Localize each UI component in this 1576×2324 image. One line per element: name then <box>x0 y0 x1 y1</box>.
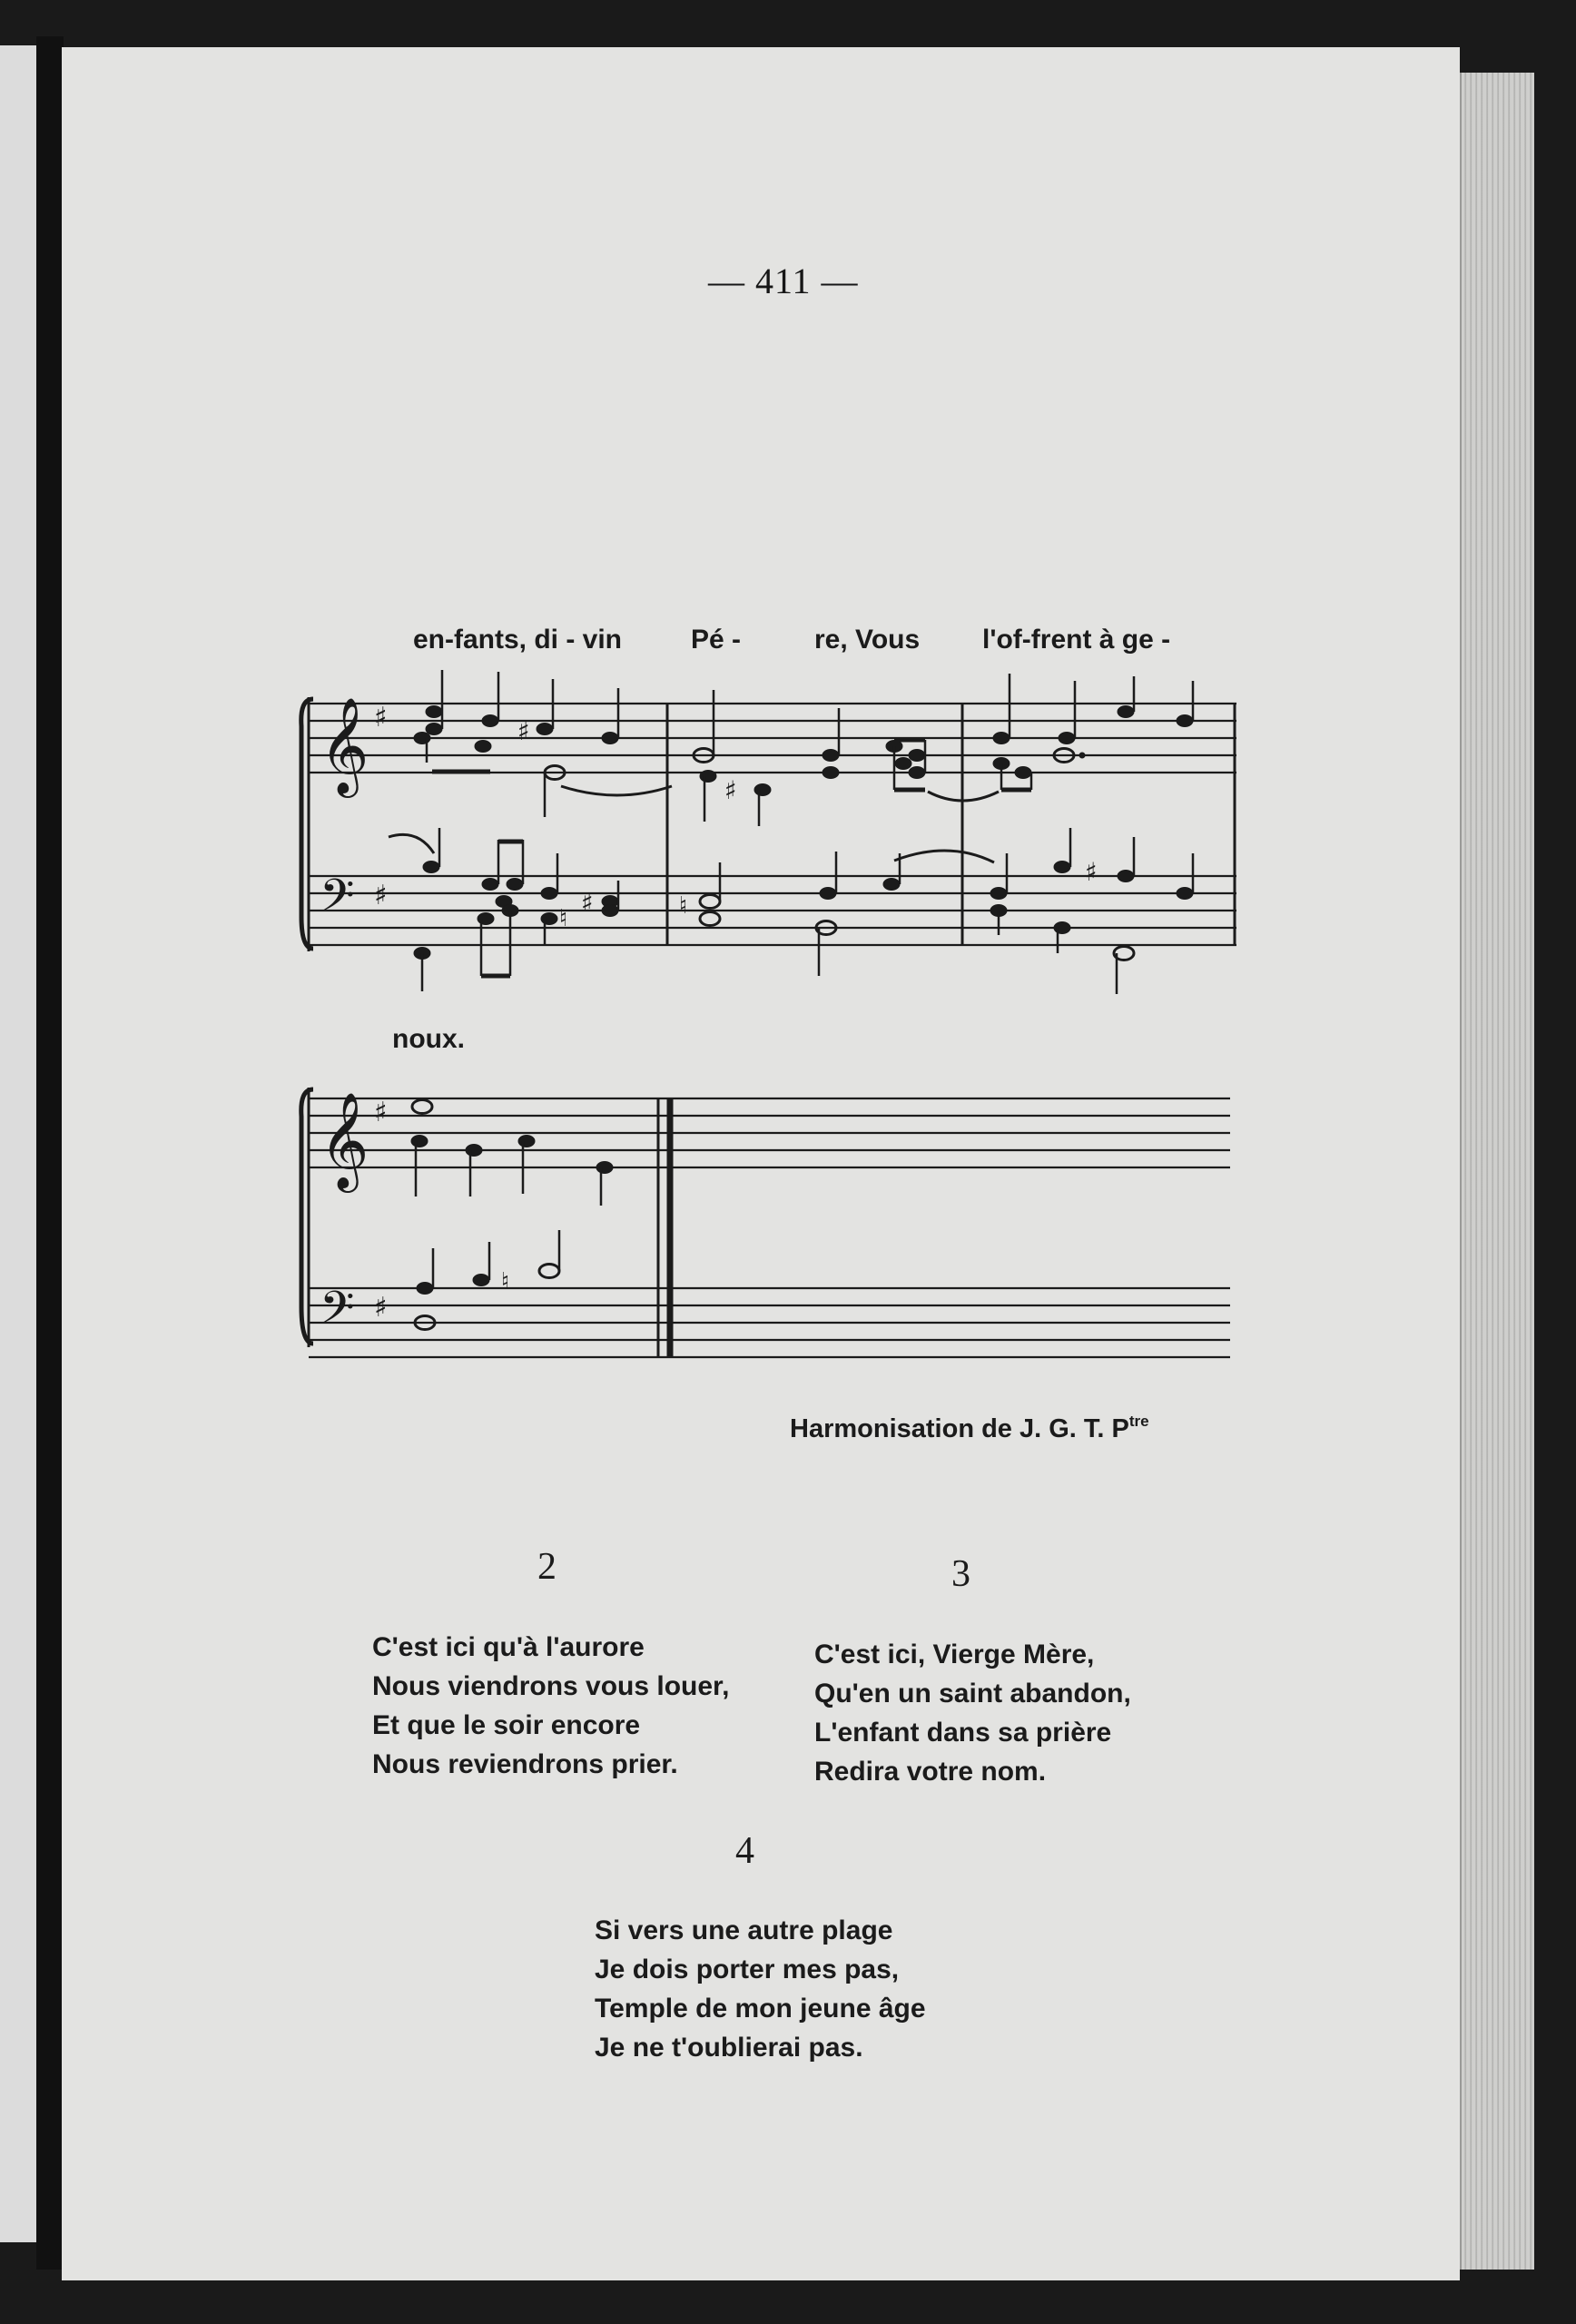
verse-line: Je ne t'oublierai pas. <box>595 2033 863 2063</box>
stanza-3-verse <box>814 1635 1131 1791</box>
harmonisation-credit <box>790 1413 1149 1444</box>
natural-icon: ♮ <box>679 892 688 920</box>
credit-superscript: tre <box>1128 1413 1149 1430</box>
verse-line: Nous reviendrons prier. <box>372 1749 678 1779</box>
lyrics-system-2: noux. <box>392 1024 465 1054</box>
stanza-2-verse <box>372 1628 729 1784</box>
verse-line: C'est ici qu'à l'aurore <box>372 1632 645 1662</box>
treble-clef-icon: 𝄞 <box>320 696 369 793</box>
lyric-syllable: re, Vous <box>814 625 921 655</box>
verse-line: Je dois porter mes pas, <box>595 1955 900 1984</box>
natural-icon: ♮ <box>501 1268 510 1295</box>
sharp-icon: ♯ <box>374 1097 388 1128</box>
sharp-icon: ♯ <box>517 716 530 746</box>
natural-icon: ♮ <box>559 905 568 932</box>
verse-line: C'est ici, Vierge Mère, <box>814 1640 1095 1669</box>
treble-notes-m2 <box>694 690 999 826</box>
page-number: — 411 — <box>708 261 859 301</box>
verse-line: Redira votre nom. <box>814 1757 1047 1787</box>
sharp-icon: ♯ <box>724 775 737 805</box>
treble-staff <box>309 1098 1230 1167</box>
stanza-number: 3 <box>951 1553 970 1595</box>
verse-line: Et que le soir encore <box>372 1710 641 1740</box>
credit-text: Harmonisation de J. G. T. P <box>790 1414 1129 1443</box>
verse-line: Nous viendrons vous louer, <box>372 1671 730 1701</box>
bass-notes-final <box>415 1230 559 1330</box>
bass-staff <box>309 876 1236 945</box>
lyric-syllable: l'of-frent à ge - <box>982 625 1171 655</box>
stanza-number: 4 <box>735 1830 754 1872</box>
treble-clef-icon: 𝄞 <box>320 1091 369 1188</box>
sharp-icon: ♯ <box>374 1292 388 1324</box>
stanza-4-verse <box>595 1911 926 2067</box>
verse-line: L'enfant dans sa prière <box>814 1718 1112 1748</box>
treble-staff <box>309 704 1236 773</box>
sharp-icon: ♯ <box>374 880 388 911</box>
bass-staff <box>309 1288 1230 1357</box>
score-system-1 <box>301 670 1236 994</box>
sharp-icon: ♯ <box>581 888 594 918</box>
verse-line: Temple de mon jeune âge <box>595 1994 926 2024</box>
sharp-icon: ♯ <box>1085 857 1098 887</box>
treble-notes-m1 <box>414 670 672 817</box>
verse-line: Qu'en un saint abandon, <box>814 1679 1131 1709</box>
bass-clef-icon: 𝄢 <box>320 870 355 933</box>
stanza-number: 2 <box>537 1546 557 1588</box>
bass-clef-icon: 𝄢 <box>320 1282 355 1345</box>
sharp-icon: ♯ <box>374 702 388 734</box>
bass-notes-m2 <box>679 851 994 976</box>
score-system-2 <box>301 1088 1230 1357</box>
lyric-syllable: en-fants, di - vin <box>413 625 623 655</box>
lyric-syllable: Pé - <box>691 625 742 655</box>
verse-line: Si vers une autre plage <box>595 1915 893 1945</box>
